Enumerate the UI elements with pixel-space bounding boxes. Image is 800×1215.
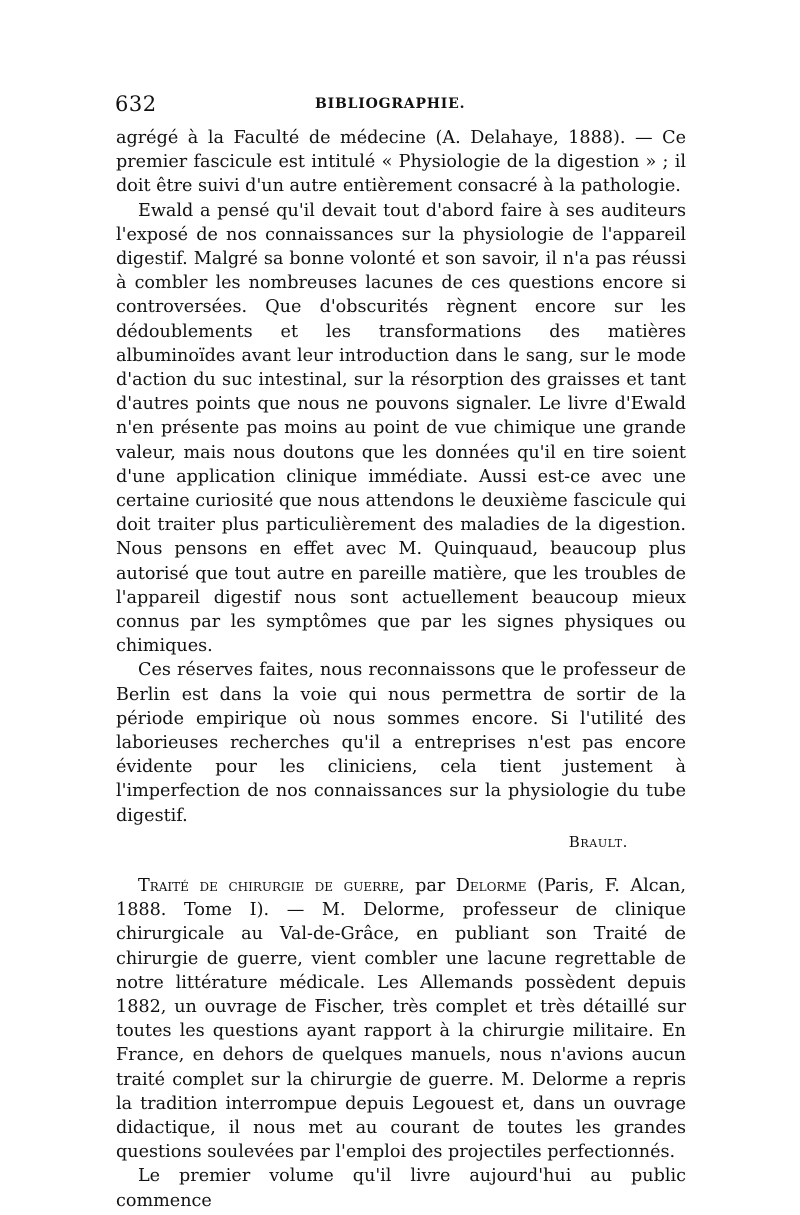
section-spacer xyxy=(116,864,686,874)
page-header xyxy=(115,92,685,120)
review-title: Traité de chirurgie de guerre, xyxy=(138,875,405,896)
review-body: M. Delorme, professeur de clinique chirurgicale au Val-de-Grâce, en publiant son Traité de chirurgie de guerre, vient combler une lacune regrettable de notre littérature médicale. Les Allemands possèdent depuis 1882, un ouvrage de Fischer, très complet et très détaillé sur toutes les questions ayant rapport à la chirurgie militaire. En France, en dehors de quelques manuels, nous n'avions aucun traité complet sur la chirurgie de guerre. M. Delorme a repris la tradition interrompue depuis Legouest et, dans un ouvrage didactique, il nous met au courant de toutes les grandes questions soulevées par l'emploi des projectiles perfectionnés. xyxy=(116,900,686,1163)
review-delorme xyxy=(116,874,686,1164)
body-text xyxy=(116,126,686,1213)
paragraph-premier-volume: Le premier volume qu'il livre aujourd'hui au public commence xyxy=(116,1166,686,1211)
paragraph-ewald: Ewald a pensé qu'il devait tout d'abord faire à ses auditeurs l'exposé de nos connaissances sur la physiologie de l'appareil digestif. Malgré sa bonne volonté et son savoir, il n'a pas réussi à combler les nombreuses lacunes de ces questions encore si controversées. Que d'obscurités règnent encore sur les dédoublements et les transformations des matières albuminoïdes avant leur introduction dans le sang, sur le mode d'action du suc intestinal, sur la résorption des graisses et tant d'autres points que nous ne pouvons signaler. Le livre d'Ewald n'en présente pas moins au point de vue chimique une grande valeur, mais nous doutons que les données qu'il en tire soient d'une application clinique immédiate. Aussi est-ce avec une certaine curiosité que nous attendons le deuxième fascicule qui doit traiter plus particulièrement des maladies de la digestion. Nous pensons en effet avec M. Quinquaud, beaucoup plus autorisé que tout autre en pareille matière, que les troubles de l'appareil digestif nous sont actuellement beaucoup mieux connus par les symptômes que par les signes physiques ou chimiques. xyxy=(116,200,686,657)
review-by: par xyxy=(404,875,456,896)
review-author: Delorme xyxy=(455,875,527,896)
running-head: BIBLIOGRAPHIE. xyxy=(315,96,466,112)
review-publication: (Paris, F. Alcan, 1888. Tome I). — xyxy=(116,875,686,921)
page-number: 632 xyxy=(115,92,157,116)
paragraph-reserves: Ces réserves faites, nous reconnaissons que le professeur de Berlin est dans la voie qui nous permettra de sortir de la période empirique où nous sommes encore. Si l'utilité des laborieuses recherches qu'il a entreprises n'est pas encore évidente pour les cliniciens, cela tient justement à l'imperfection de nos connaissances sur la physiologie du tube digestif. xyxy=(116,660,686,826)
review-signature: Brault. xyxy=(568,832,628,851)
paragraph-continuation: agrégé à la Faculté de médecine (A. Delahaye, 1888). — Ce premier fascicule est intitulé « Physiologie de la digestion » ; il doit être suivi d'un autre entièrement consacré à la pathologie. xyxy=(116,128,686,197)
